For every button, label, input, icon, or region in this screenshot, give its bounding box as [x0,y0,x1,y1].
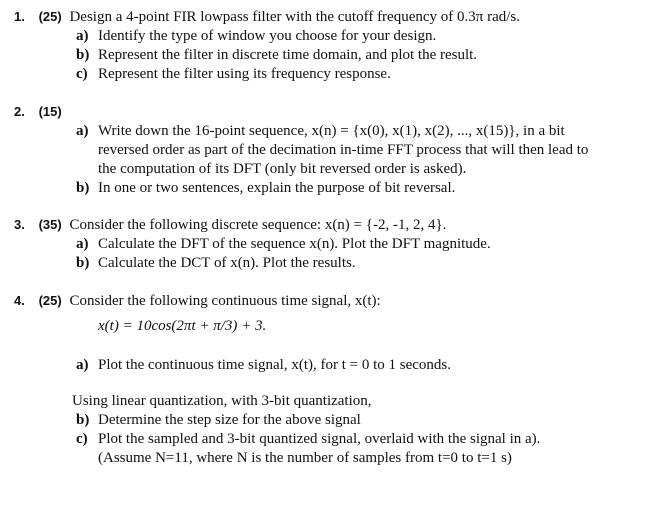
q1b-text: Represent the filter in discrete time domain, and plot the result. [98,47,478,63]
q4-part-c-line2: (Assume N=11, where N is the number of samples from t=0 to t=1 s) [98,450,512,466]
q4-part-c-line1 [76,430,540,448]
q4b-label: b) [76,412,90,428]
q1c-label: c) [76,66,88,82]
q1b-label: b) [76,47,90,63]
q2a-label: a) [76,123,89,139]
q3b-label: b) [76,255,90,271]
q4-header [14,292,381,310]
q2-part-a-line1 [76,122,565,140]
q2-part-b [76,179,455,197]
q3-part-b [76,254,356,272]
q2-points: (15) [38,104,62,119]
q2-header [14,103,66,121]
q1-part-c [76,65,391,83]
q2-number: 2. [14,104,25,119]
q4b-text: Determine the step size for the above signal [98,412,361,428]
q4-part-a [76,356,451,374]
q3-stem: Consider the following discrete sequence: x(n) = {-2, -1, 2, 4}. [69,217,447,233]
q3b-text: Calculate the DCT of x(n). Plot the results. [98,255,356,271]
q4-intro: Using linear quantization, with 3-bit quantization, [72,393,372,409]
q4c-line1: Plot the sampled and 3-bit quantized signal, overlaid with the signal in a). [98,431,541,447]
q4a-label: a) [76,357,89,373]
q3-part-a [76,235,491,253]
q1-stem: Design a 4-point FIR lowpass filter with the cutoff frequency of 0.3π rad/s. [69,9,521,25]
q3a-text: Calculate the DFT of the sequence x(n). Plot the DFT magnitude. [98,236,491,252]
q1-part-a [76,27,436,45]
q3-header [14,216,446,234]
q3-points: (35) [38,217,62,232]
q4-points: (25) [38,293,62,308]
q4-part-b [76,411,361,429]
q2-part-a-line2: reversed order as part of the decimation in-time FFT process that will then lead to [98,142,589,158]
q1-part-b [76,46,477,64]
q3a-label: a) [76,236,89,252]
q2b-text: In one or two sentences, explain the purpose of bit reversal. [98,180,456,196]
q4c-label: c) [76,431,88,447]
q1-header [14,8,520,26]
q2b-label: b) [76,180,90,196]
q3-number: 3. [14,217,25,232]
q4-number: 4. [14,293,25,308]
q1c-text: Represent the filter using its frequency response. [98,66,391,82]
q4-equation: x(t) = 10cos(2πt + π/3) + 3. [98,318,267,334]
q2-part-a-line3: the computation of its DFT (only bit reversed order is asked). [98,161,467,177]
q1a-text: Identify the type of window you choose for your design. [98,28,437,44]
q1-points: (25) [38,9,62,24]
q2a-line1: Write down the 16-point sequence, x(n) = {x(0), x(1), x(2), ..., x(15)}, in a bit [98,123,565,139]
q1a-label: a) [76,28,89,44]
q4a-text: Plot the continuous time signal, x(t), for t = 0 to 1 seconds. [98,357,452,373]
q1-number: 1. [14,9,25,24]
q4-stem: Consider the following continuous time signal, x(t): [69,293,381,309]
